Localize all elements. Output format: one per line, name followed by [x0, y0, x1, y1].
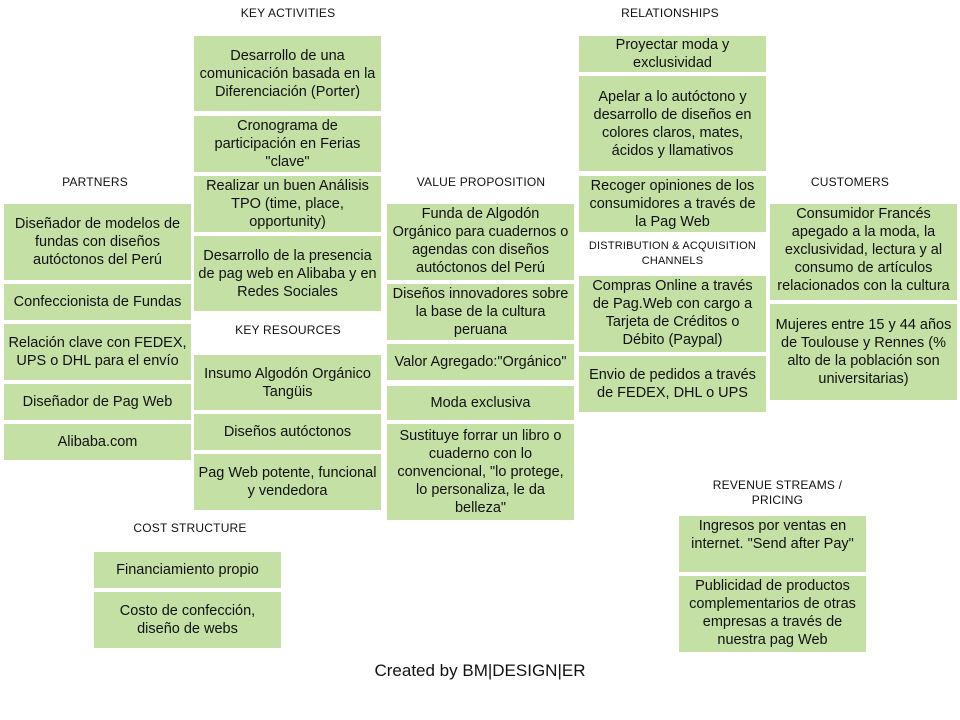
header-key-resources: KEY RESOURCES	[235, 323, 341, 337]
key-activity-item: Cronograma de participación en Ferias "clave"	[194, 116, 381, 172]
key-resource-item: Pag Web potente, funcional y vendedora	[194, 454, 381, 510]
key-activity-item: Desarrollo de una comunicación basada en la Diferenciación (Porter)	[194, 36, 381, 111]
cost-structure-item: Financiamiento propio	[94, 552, 281, 588]
value-proposition-item: Diseños innovadores sobre la base de la cultura peruana	[387, 284, 574, 340]
distribution-item: Envio de pedidos a través de FEDEX, DHL o UPS	[579, 356, 766, 412]
value-proposition-item: Moda exclusiva	[387, 386, 574, 420]
header-partners: PARTNERS	[62, 175, 128, 189]
header-value-proposition: VALUE PROPOSITION	[416, 175, 546, 189]
header-relationships: RELATIONSHIPS	[621, 6, 719, 20]
header-revenue-streams: REVENUE STREAMS / PRICING	[712, 478, 843, 507]
header-cost-structure: COST STRUCTURE	[133, 521, 247, 535]
customer-item: Mujeres entre 15 y 44 años de Toulouse y Rennes (% alto de la población son universitarias)	[770, 304, 957, 400]
revenue-stream-item: Publicidad de productos complementarios de otras empresas a través de nuestra pag Web	[679, 576, 866, 672]
value-proposition-item: Sustituye forrar un libro o cuaderno con lo convencional, "lo protege, lo personaliza, le da belleza"	[387, 424, 574, 520]
key-resource-item: Insumo Algodón Orgánico Tangüis	[194, 355, 381, 410]
partner-item: Relación clave con FEDEX, UPS o DHL para el envío	[4, 324, 191, 380]
footer-credit: Created by BM|DESIGN|ER	[374, 661, 586, 680]
header-key-activities: KEY ACTIVITIES	[240, 6, 336, 20]
key-activity-item: Desarrollo de la presencia de pag web en Alibaba y en Redes Sociales	[194, 236, 381, 311]
value-proposition-item: Valor Agregado:"Orgánico"	[387, 344, 574, 380]
cost-structure-item: Costo de confección, diseño de webs	[94, 592, 281, 648]
revenue-stream-item: Ingresos por ventas en internet. "Send after Pay"	[679, 516, 866, 572]
partner-item: Diseñador de Pag Web	[4, 384, 191, 420]
relationship-item: Proyectar moda y exclusividad	[579, 36, 766, 72]
relationship-item: Apelar a lo autóctono y desarrollo de diseños en colores claros, mates, ácidos y llamativos	[579, 76, 766, 171]
partner-item: Confeccionista de Fundas	[4, 284, 191, 320]
header-distribution: DISTRIBUTION & ACQUISITION CHANNELS	[588, 240, 757, 267]
partner-item: Diseñador de modelos de fundas con diseños autóctonos del Perú	[4, 204, 191, 280]
value-proposition-item: Funda de Algodón Orgánico para cuadernos o agendas con diseños autóctonos del Perú	[387, 204, 574, 280]
distribution-item: Compras Online a través de Pag.Web con cargo a Tarjeta de Créditos o Débito (Paypal)	[579, 276, 766, 352]
relationship-item: Recoger opiniones de los consumidores a través de la Pag Web	[579, 176, 766, 232]
partner-item: Alibaba.com	[4, 424, 191, 460]
customer-item: Consumidor Francés apegado a la moda, la exclusividad, lectura y al consumo de artículos relacionados con la cultura	[770, 204, 957, 300]
key-resource-item: Diseños autóctonos	[194, 414, 381, 450]
key-activity-item: Realizar un buen Análisis TPO (time, place, opportunity)	[194, 176, 381, 232]
header-customers: CUSTOMERS	[810, 175, 890, 189]
